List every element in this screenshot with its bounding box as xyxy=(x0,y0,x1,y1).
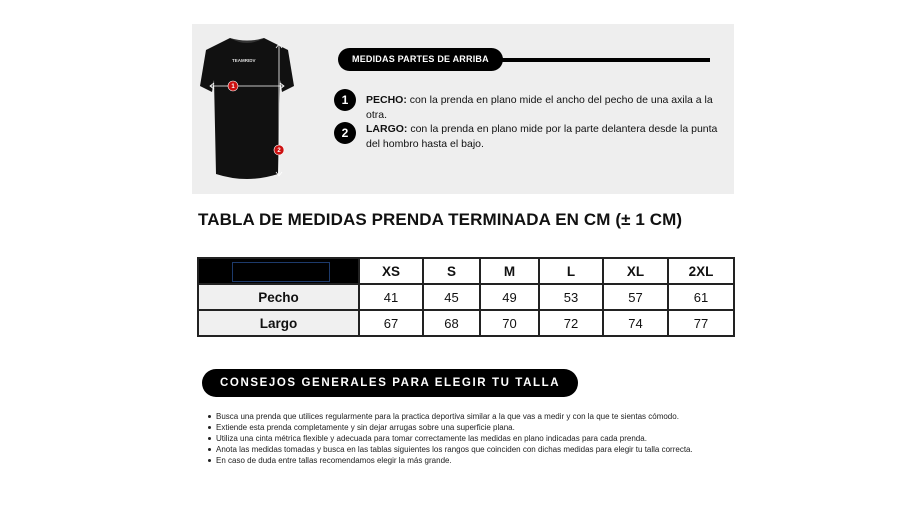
size-header-l: L xyxy=(539,258,603,284)
table-cell: 67 xyxy=(359,310,423,336)
row-label: Largo xyxy=(198,310,359,336)
marker-1-label: 1 xyxy=(231,84,235,91)
table-cell: 74 xyxy=(603,310,668,336)
list-item: Extiende esta prenda completamente y sin dejar arrugas sobre una superficie plana. xyxy=(216,422,776,433)
instruction-term: LARGO: xyxy=(366,123,408,135)
measure-marker-2 xyxy=(274,145,284,155)
table-row-length xyxy=(198,310,734,336)
marker-2-label: 2 xyxy=(277,148,281,155)
table-cell: 77 xyxy=(668,310,734,336)
measure-marker-1 xyxy=(228,81,238,91)
step-number-1: 1 xyxy=(334,89,356,111)
measurement-guide-panel xyxy=(192,24,734,194)
table-row-chest xyxy=(198,284,734,310)
tshirt-illustration xyxy=(200,34,294,180)
instruction-length xyxy=(334,122,734,151)
size-header-m: M xyxy=(480,258,539,284)
instruction-text: con la prenda en plano mide por la parte delantera desde la punta del hombro hasta el bajo. xyxy=(366,123,718,150)
table-cell: 70 xyxy=(480,310,539,336)
list-item: En caso de duda entre tallas recomendamos elegir la más grande. xyxy=(216,455,776,466)
list-item: Utiliza una cinta métrica flexible y adecuada para tomar correctamente las medidas en plano indicadas para cada prenda. xyxy=(216,433,776,444)
row-label: Pecho xyxy=(198,284,359,310)
table-cell: 61 xyxy=(668,284,734,310)
table-cell: 45 xyxy=(423,284,480,310)
size-table-title: TABLA DE MEDIDAS PRENDA TERMINADA EN CM (± 1 CM) xyxy=(198,210,683,229)
table-corner-cell xyxy=(198,258,359,284)
table-cell: 68 xyxy=(423,310,480,336)
measure-section-title: MEDIDAS PARTES DE ARRIBA xyxy=(338,48,503,71)
tips-title: CONSEJOS GENERALES PARA ELEGIR TU TALLA xyxy=(202,369,578,397)
section-divider xyxy=(492,58,710,62)
table-cell: 41 xyxy=(359,284,423,310)
table-cell: 72 xyxy=(539,310,603,336)
shirt-brand-text: TEAMRIDV xyxy=(232,58,256,63)
size-header-xl: XL xyxy=(603,258,668,284)
table-cell: 53 xyxy=(539,284,603,310)
instruction-text: con la prenda en plano mide el ancho del pecho de una axila a la otra. xyxy=(366,94,713,121)
size-header-s: S xyxy=(423,258,480,284)
size-header-2xl: 2XL xyxy=(668,258,734,284)
step-number-2: 2 xyxy=(334,122,356,144)
tips-list xyxy=(216,411,776,466)
list-item: Busca una prenda que utilices regularmente para la practica deportiva similar a la que vas a medir y con la que te sientas cómodo. xyxy=(216,411,776,422)
size-header-xs: XS xyxy=(359,258,423,284)
instruction-chest xyxy=(334,89,734,122)
size-table xyxy=(197,257,735,337)
instruction-term: PECHO: xyxy=(366,94,407,106)
size-header-row xyxy=(198,258,734,284)
table-cell: 49 xyxy=(480,284,539,310)
table-cell: 57 xyxy=(603,284,668,310)
list-item: Anota las medidas tomadas y busca en las tablas siguientes los rangos que coinciden con dichas medidas para elegir tu talla correcta. xyxy=(216,444,776,455)
